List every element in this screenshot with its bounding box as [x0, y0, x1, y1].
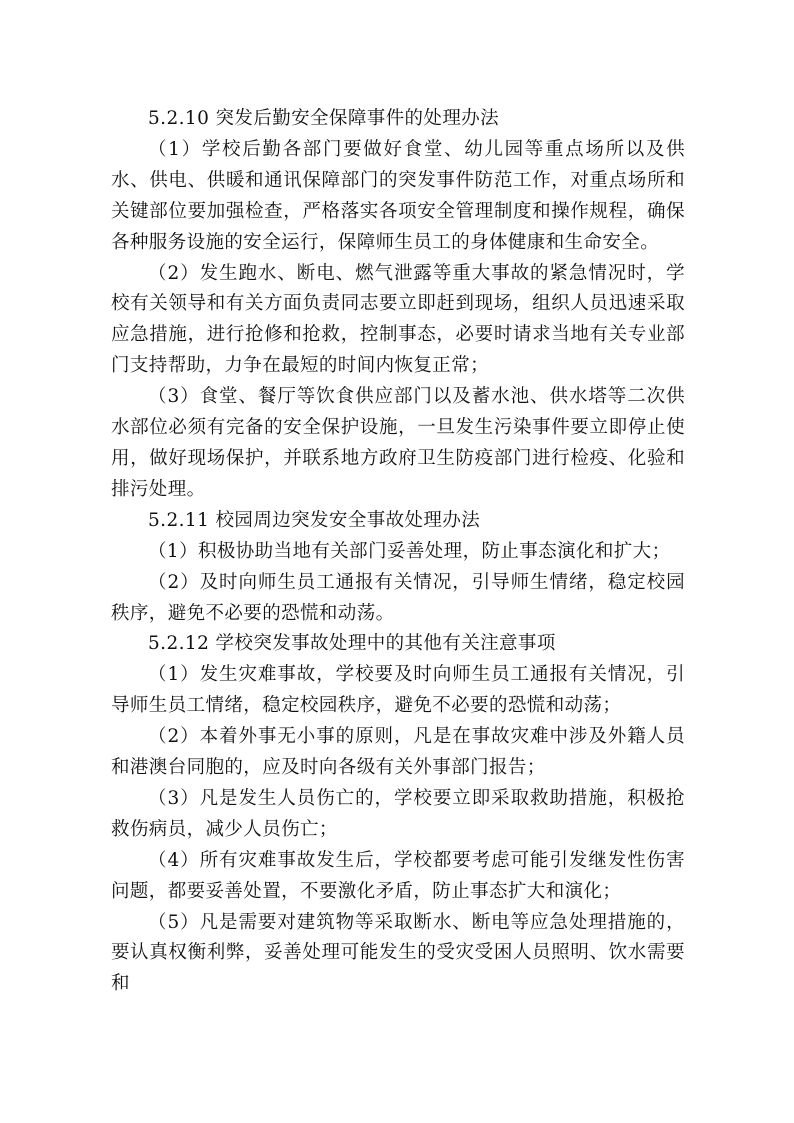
paragraph-5-2-12-item-4: （4）所有灾难事故发生后，学校都要考虑可能引发继发性伤害问题，都要妥善处置，不要激化矛盾，防止事态扩大和演化；: [111, 849, 685, 902]
paragraph-5-2-11-item-2: （2）及时向师生员工通报有关情况，引导师生情绪，稳定校园秩序，避免不必要的恐慌和动荡。: [111, 571, 685, 624]
paragraph-5-2-11-item-1: （1）积极协助当地有关部门妥善处理，防止事态演化和扩大；: [148, 540, 671, 562]
section-heading-5-2-11: 5.2.11 校园周边突发安全事故处理办法: [148, 509, 481, 531]
paragraph-5-2-10-item-3: （3）食堂、餐厅等饮食供应部门以及蓄水池、供水塔等二次供水部位必须有完备的安全保护设施，一旦发生污染事件要立即停止使用，做好现场保护，并联系地方政府卫生防疫部门进行检疫、化验和排污处理。: [111, 386, 685, 500]
section-heading-5-2-10: 5.2.10 突发后勤安全保障事件的处理办法: [148, 108, 500, 129]
section-heading-5-2-12: 5.2.12 学校突发事故处理中的其他有关注意事项: [148, 633, 556, 655]
paragraph-5-2-12-item-3: （3）凡是发生人员伤亡的，学校要立即采取救助措施，积极抢救伤病员，减少人员伤亡；: [111, 787, 685, 840]
document-page: [111, 104, 685, 1000]
paragraph-5-2-10-item-2: （2）发生跑水、断电、燃气泄露等重大事故的紧急情况时，学校有关领导和有关方面负责同志要立即赶到现场，组织人员迅速采取应急措施，进行抢修和抢救，控制事态，必要时请求当地有关专业部门支持帮助，力争在最短的时间内恢复正常；: [111, 262, 685, 377]
paragraph-5-2-12-item-1: （1）发生灾难事故，学校要及时向师生员工通报有关情况，引导师生员工情绪，稳定校园秩序，避免不必要的恐慌和动荡；: [111, 664, 685, 717]
paragraph-5-2-12-item-2: （2）本着外事无小事的原则，凡是在事故灾难中涉及外籍人员和港澳台同胞的，应及时向各级有关外事部门报告；: [111, 726, 685, 779]
paragraph-5-2-12-item-5: （5）凡是需要对建筑物等采取断水、断电等应急处理措施的，要认真权衡利弊，妥善处理可能发生的受灾受困人员照明、饮水需要和: [111, 911, 685, 995]
paragraph-5-2-10-item-1: （1）学校后勤各部门要做好食堂、幼儿园等重点场所以及供水、供电、供暖和通讯保障部门的突发事件防范工作，对重点场所和关键部位要加强检查，严格落实各项安全管理制度和操作规程，确保各种服务设施的安全运行，保障师生员工的身体健康和生命安全。: [111, 138, 685, 253]
